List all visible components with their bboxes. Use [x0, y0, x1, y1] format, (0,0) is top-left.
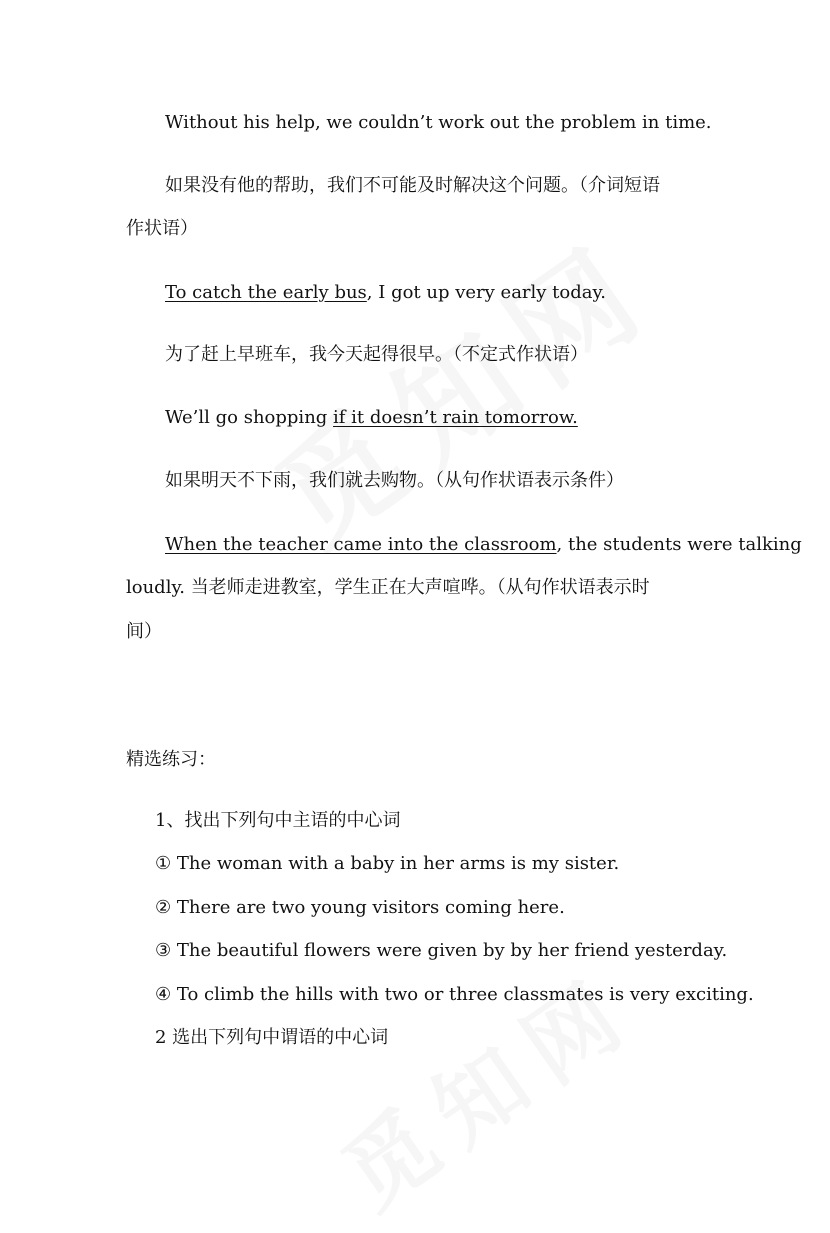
example-4-line2: loudly. 当老师走进教室，学生正在大声喧哗。（从句作状语表示时: [126, 577, 650, 598]
question-1-item: ④ To climb the hills with two or three classmates is very exciting.: [155, 984, 754, 1005]
example-1-chinese-line1: 如果没有他的帮助，我们不可能及时解决这个问题。（介词短语: [165, 175, 660, 196]
question-1-item: ③ The beautiful flowers were given by by her friend yesterday.: [155, 940, 728, 961]
question-1-item: ① The woman with a baby in her arms is my sister.: [155, 853, 620, 874]
watermark: [239, 195, 682, 577]
example-2-english: [165, 281, 606, 305]
example-3-start: We’ll go shopping: [165, 407, 334, 428]
example-1-chinese-line2: 作状语）: [126, 218, 198, 239]
practice-heading: 精选练习：: [126, 749, 216, 770]
example-4-underlined-clause: When the teacher came into the classroom: [165, 534, 557, 555]
example-2-rest: , I got up very early today.: [366, 282, 606, 303]
example-4-rest: , the students were talking: [556, 534, 802, 555]
question-1-item: ② There are two young visitors coming here.: [155, 897, 565, 918]
example-2-underlined-phrase: To catch the early bus: [165, 282, 367, 303]
example-3-underlined-clause: if it doesn’t rain tomorrow.: [333, 407, 578, 428]
example-1-english: Without his help, we couldn’t work out the problem in time.: [165, 112, 712, 133]
example-2-chinese: 为了赶上早班车，我今天起得很早。（不定式作状语）: [165, 344, 588, 365]
example-3-english: [165, 406, 578, 430]
watermark-bottom: [313, 937, 658, 1233]
example-4-line3: 间）: [126, 621, 162, 642]
example-4-english: [165, 533, 802, 557]
example-3-chinese: 如果明天不下雨，我们就去购物。（从句作状语表示条件）: [165, 470, 624, 491]
question-2-title: 2 选出下列句中谓语的中心词: [155, 1027, 389, 1048]
question-1-title: 1、找出下列句中主语的中心词: [155, 810, 401, 831]
